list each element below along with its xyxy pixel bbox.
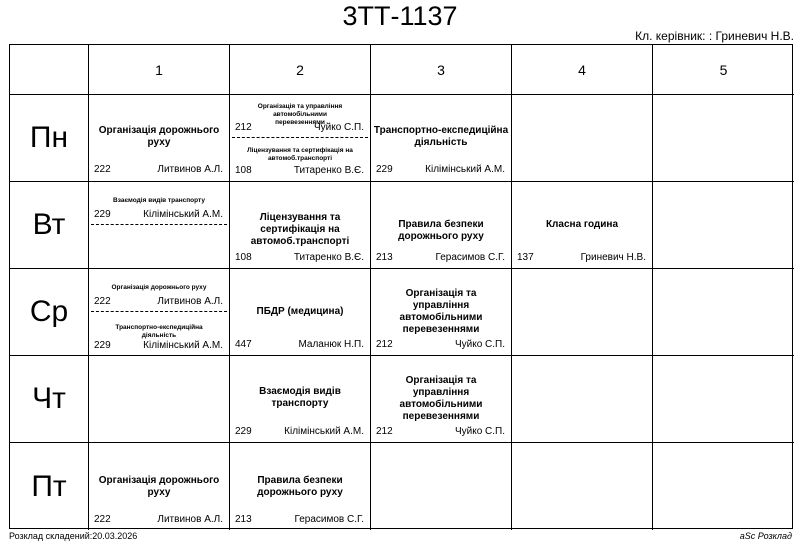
- period-header-1: 1: [89, 45, 230, 95]
- lesson-subject: Транспортно-експедиційна діяльність: [373, 125, 509, 148]
- lesson-wed-2[interactable]: [230, 269, 371, 356]
- lesson-thu-4[interactable]: [512, 356, 653, 443]
- lesson-fri-2[interactable]: [230, 443, 371, 530]
- period-header-2: 2: [230, 45, 371, 95]
- lesson-room: 213: [235, 514, 252, 525]
- timetable-grid: [9, 44, 793, 529]
- lesson-room: 137: [517, 252, 534, 263]
- lesson-mon-5[interactable]: [653, 95, 794, 182]
- lesson-tue-2[interactable]: [230, 182, 371, 269]
- lesson-room: 108: [235, 165, 252, 176]
- lesson-room: 229: [376, 164, 393, 175]
- day-label-tue: Вт: [10, 182, 89, 269]
- day-label-mon: Пн: [10, 95, 89, 182]
- lesson-room: 229: [94, 340, 111, 351]
- lesson-subject: Організація та управління автомобільними перевезеннями: [257, 103, 343, 126]
- timetable-title: 3ТТ-1137: [342, 1, 458, 31]
- lesson-teacher: Литвинов А.Л.: [157, 164, 223, 175]
- lesson-teacher: Чуйко С.П.: [454, 339, 505, 350]
- lesson-subject: Ліцензування та сертифікація на автомоб.транспорті: [247, 147, 353, 162]
- lesson-wed-4[interactable]: [512, 269, 653, 356]
- lesson-room: 212: [376, 339, 393, 350]
- lesson-teacher: Кілімінський А.М.: [143, 340, 223, 351]
- lesson-subject: Класна година: [545, 219, 619, 230]
- lesson-tue-1[interactable]: [89, 182, 230, 269]
- lesson-teacher: Кілімінський А.М.: [425, 164, 505, 175]
- lesson-teacher: Маланюк Н.П.: [298, 339, 364, 350]
- lesson-teacher: Чуйко С.П.: [313, 122, 364, 133]
- lesson-room: 222: [94, 514, 111, 525]
- lesson-room: 447: [235, 339, 252, 350]
- lesson-room: 108: [235, 252, 252, 263]
- lesson-teacher: Чуйко С.П.: [454, 426, 505, 437]
- lesson-teacher: Литвинов А.Л.: [157, 296, 223, 307]
- lesson-wed-1[interactable]: [89, 269, 230, 356]
- lesson-teacher: Титаренко В.Є.: [293, 252, 364, 263]
- lesson-teacher: Литвинов А.Л.: [157, 514, 223, 525]
- lesson-fri-4[interactable]: [512, 443, 653, 530]
- lesson-teacher: Титаренко В.Є.: [293, 165, 364, 176]
- lesson-wed-5[interactable]: [653, 269, 794, 356]
- lesson-subject: Правила безпеки дорожнього руху: [257, 475, 343, 498]
- lesson-subject: Транспортно-експедиційна діяльність: [115, 324, 203, 339]
- day-label-fri: Пт: [10, 443, 89, 530]
- lesson-wed-3[interactable]: [371, 269, 512, 356]
- lesson-fri-1[interactable]: [89, 443, 230, 530]
- lesson-room: 229: [235, 426, 252, 437]
- period-header-5: 5: [653, 45, 794, 95]
- lesson-room: 222: [94, 296, 111, 307]
- lesson-subject: Організація дорожнього руху: [111, 284, 207, 291]
- class-teacher-line: Кл. керівник: : Гриневич Н.В.: [635, 29, 794, 43]
- lesson-subject: Організація та управління автомобільними перевезеннями: [399, 288, 483, 335]
- lesson-subject: Правила безпеки дорожнього руху: [398, 219, 484, 242]
- period-header-4: 4: [512, 45, 653, 95]
- lesson-teacher: Кілімінський А.М.: [143, 209, 223, 220]
- lesson-tue-5[interactable]: [653, 182, 794, 269]
- lesson-subject: Взаємодія видів транспорту: [113, 197, 205, 204]
- lesson-room: 212: [235, 122, 252, 133]
- lesson-subject: ПБДР (медицина): [256, 306, 344, 317]
- lesson-thu-1[interactable]: [89, 356, 230, 443]
- lesson-mon-3[interactable]: [371, 95, 512, 182]
- period-header-3: 3: [371, 45, 512, 95]
- lesson-mon-4[interactable]: [512, 95, 653, 182]
- lesson-tue-3[interactable]: [371, 182, 512, 269]
- lesson-room: 212: [376, 426, 393, 437]
- lesson-teacher: Кілімінський А.М.: [284, 426, 364, 437]
- lesson-subject: Організація та управління автомобільними перевезеннями: [399, 375, 483, 422]
- day-label-wed: Ср: [10, 269, 89, 356]
- lesson-mon-1[interactable]: [89, 95, 230, 182]
- footer-generated-date: Розклад складений:20.03.2026: [9, 531, 138, 541]
- subgroup-divider: [91, 311, 227, 312]
- lesson-thu-5[interactable]: [653, 356, 794, 443]
- lesson-subject: Організація дорожнього руху: [98, 125, 220, 148]
- lesson-room: 213: [376, 252, 393, 263]
- footer-app-name: aSc Розклад: [739, 531, 792, 541]
- lesson-tue-4[interactable]: [512, 182, 653, 269]
- lesson-room: 222: [94, 164, 111, 175]
- day-label-thu: Чт: [10, 356, 89, 443]
- lesson-subject: Ліцензування та сертифікація на автомоб.транспорті: [250, 212, 350, 247]
- lesson-teacher: Гриневич Н.В.: [580, 252, 646, 263]
- lesson-subject: Організація дорожнього руху: [98, 475, 220, 498]
- subgroup-divider: [232, 137, 368, 138]
- lesson-thu-2[interactable]: [230, 356, 371, 443]
- lesson-room: 229: [94, 209, 111, 220]
- lesson-fri-5[interactable]: [653, 443, 794, 530]
- lesson-mon-2[interactable]: [230, 95, 371, 182]
- lesson-fri-3[interactable]: [371, 443, 512, 530]
- lesson-thu-3[interactable]: [371, 356, 512, 443]
- lesson-teacher: Герасимов С.Г.: [435, 252, 505, 263]
- lesson-teacher: Герасимов С.Г.: [294, 514, 364, 525]
- corner-cell: [10, 45, 89, 95]
- lesson-subject: Взаємодія видів транспорту: [259, 386, 341, 409]
- subgroup-divider: [91, 224, 227, 225]
